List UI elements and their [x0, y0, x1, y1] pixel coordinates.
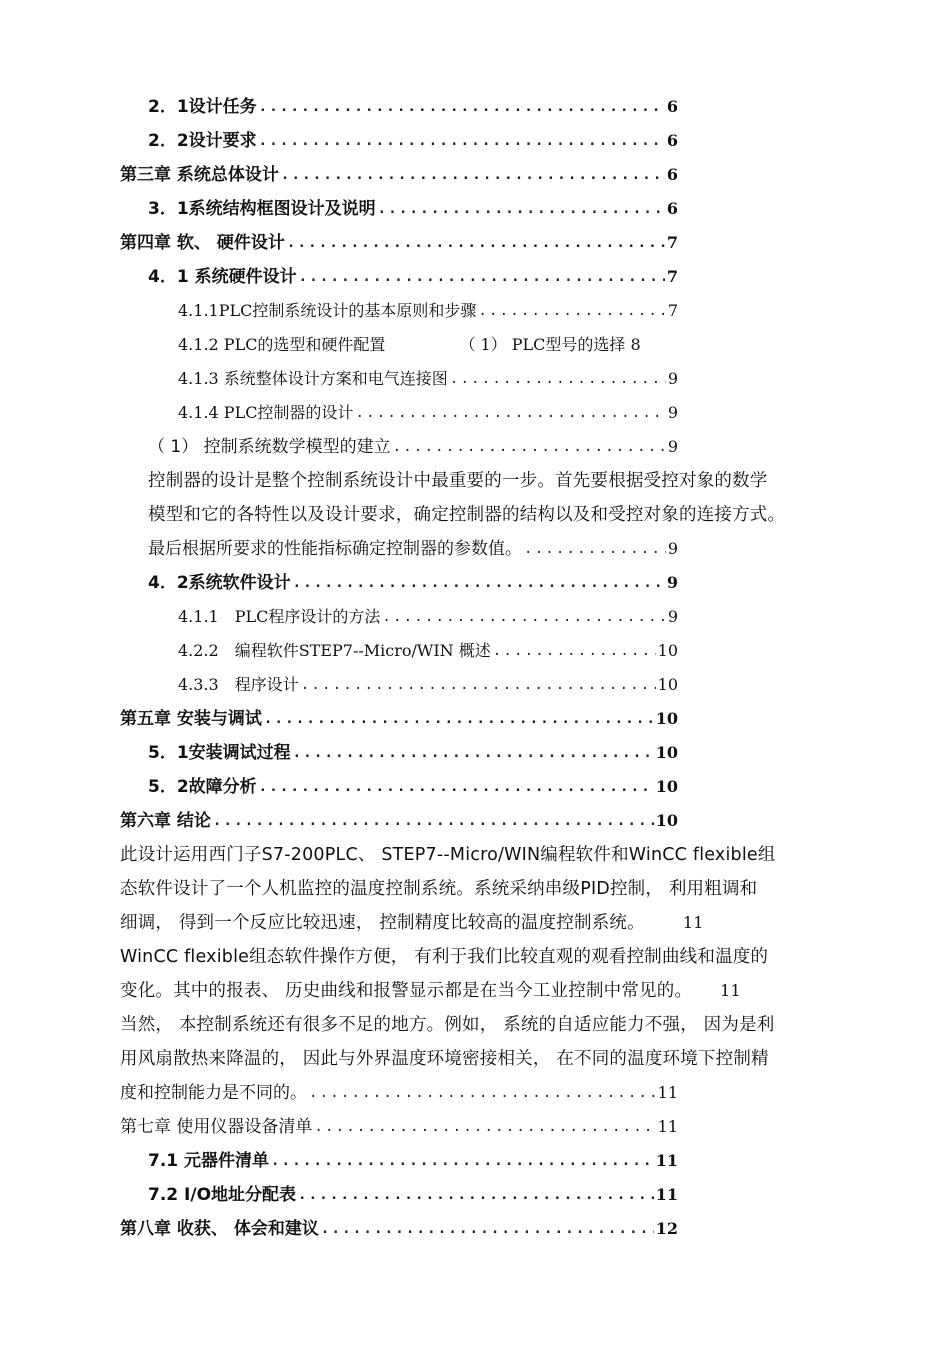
- dot-leader: [378, 192, 665, 226]
- page-number: 11: [720, 981, 741, 1000]
- page-number: 9: [667, 369, 678, 388]
- dot-leader: [259, 90, 665, 124]
- page-number: 9: [667, 539, 678, 558]
- toc-subentry[interactable]: 4.1.4 PLC控制器的设计 ..... 9: [178, 396, 678, 430]
- dot-leader: [393, 430, 666, 464]
- toc-chapter-entry[interactable]: 第四章 软、 硬件设计 ..... 7: [120, 226, 678, 260]
- toc-entry[interactable]: 细调， 得到一个反应比较迅速， 控制精度比较高的温度控制系统。 11: [120, 906, 840, 940]
- toc-chapter-entry[interactable]: 第五章 安装与调试 ..... 10: [120, 702, 678, 736]
- inline-entry: （ 1） PLC型号的选择 8: [459, 335, 641, 354]
- toc-entry[interactable]: 7.1 元器件清单 ..... 11: [148, 1144, 678, 1178]
- toc-subentry[interactable]: 4.3.3 程序设计 ..... 10: [178, 668, 678, 702]
- page-number: 9: [667, 437, 678, 456]
- toc-chapter-entry[interactable]: 第六章 结论 ..... 10: [120, 804, 678, 838]
- page-number: 9: [667, 403, 678, 422]
- paragraph-line: WinCC flexible组态软件操作方便， 有利于我们比较直观的观看控制曲线和温度的: [120, 947, 769, 967]
- dot-leader: [314, 1110, 655, 1144]
- paragraph-line: 模型和它的各特性以及设计要求，确定控制器的结构以及和受控对象的连接方式。: [148, 505, 786, 525]
- dot-leader: [450, 362, 666, 396]
- paragraph-line: 用风扇散热来降温的， 因此与外界温度环境密接相关， 在不同的温度环境下控制精: [120, 1049, 769, 1069]
- dot-leader: [281, 158, 665, 192]
- dot-leader: [264, 702, 654, 736]
- toc-subentry[interactable]: 4.1.2 PLC的选型和硬件配置 （ 1） PLC型号的选择 8: [178, 335, 641, 354]
- page-number: 12: [655, 1219, 678, 1238]
- toc-entry[interactable]: 2．1设计任务 ..... 6: [148, 90, 678, 124]
- toc-subentry[interactable]: 4.1.1PLC控制系统设计的基本原则和步骤 ..... 7: [178, 294, 678, 328]
- toc-entry[interactable]: （ 1） 控制系统数学模型的建立 ..... 9: [148, 430, 678, 464]
- toc-entry[interactable]: 5．1安装调试过程 ..... 10: [148, 736, 678, 770]
- dot-leader: [299, 260, 665, 294]
- toc-subentry[interactable]: 4.1.3 系统整体设计方案和电气连接图 ..... 9: [178, 362, 678, 396]
- dot-leader: [321, 1212, 654, 1246]
- toc-chapter-entry[interactable]: 第三章 系统总体设计 ..... 6: [120, 158, 678, 192]
- paragraph-line: 态软件设计了一个人机监控的温度控制系统。系统采纳串级PID控制， 利用粗调和: [120, 879, 758, 899]
- page-number: 11: [655, 1185, 678, 1204]
- paragraph-line: 控制器的设计是整个控制系统设计中最重要的一步。首先要根据受控对象的数学: [148, 471, 768, 491]
- page-number: 7: [667, 301, 678, 320]
- page-number: 6: [666, 97, 678, 116]
- page-number: 9: [667, 607, 678, 626]
- page-number: 6: [666, 131, 678, 150]
- toc-entry[interactable]: 2．2设计要求 ..... 6: [148, 124, 678, 158]
- dot-leader: [213, 804, 654, 838]
- paragraph-line: 当然， 本控制系统还有很多不足的地方。例如， 系统的自适应能力不强， 因为是利: [120, 1015, 775, 1035]
- dot-leader: [301, 668, 656, 702]
- dot-leader: [524, 532, 666, 566]
- page-number: 10: [655, 811, 678, 830]
- dot-leader: [493, 634, 656, 668]
- page-number: 10: [655, 709, 678, 728]
- dot-leader: [355, 396, 665, 430]
- toc-entry[interactable]: 7.2 I/O地址分配表 ..... 11: [148, 1178, 678, 1212]
- toc-entry[interactable]: 最后根据所要求的性能指标确定控制器的参数值。 ..... 9: [148, 532, 678, 566]
- toc-entry[interactable]: 4．2系统软件设计 ..... 9: [148, 566, 678, 600]
- paragraph-line: 此设计运用西门子S7-200PLC、 STEP7--Micro/WIN编程软件和WinCC flexible组: [120, 845, 776, 865]
- dot-leader: [271, 1144, 654, 1178]
- page-number: 6: [666, 199, 678, 218]
- page-number: 9: [666, 573, 678, 592]
- dot-leader: [298, 1178, 654, 1212]
- page-number: 7: [666, 267, 678, 286]
- toc-entry[interactable]: 3．1系统结构框图设计及说明 ..... 6: [148, 192, 678, 226]
- page-number: 7: [666, 233, 678, 252]
- toc-entry[interactable]: 4．1 系统硬件设计 ..... 7: [148, 260, 678, 294]
- page-number: 11: [655, 1151, 678, 1170]
- toc-subentry[interactable]: 4.1.1 PLC程序设计的方法 ..... 9: [178, 600, 678, 634]
- dot-leader: [293, 566, 665, 600]
- dot-leader: [259, 124, 665, 158]
- toc-entry[interactable]: 度和控制能力是不同的。 ..... 11: [120, 1076, 678, 1110]
- page-number: 10: [657, 641, 678, 660]
- page-number: 11: [657, 1117, 678, 1136]
- dot-leader: [382, 600, 665, 634]
- page-number: 10: [655, 743, 678, 762]
- toc-chapter-entry[interactable]: 第八章 收获、 体会和建议 ..... 12: [120, 1212, 678, 1246]
- page-number: 11: [682, 913, 704, 932]
- dot-leader: [309, 1076, 656, 1110]
- page-number: 10: [657, 675, 678, 694]
- dot-leader: [287, 226, 665, 260]
- page-number: 10: [655, 777, 678, 796]
- toc-chapter-entry[interactable]: 第七章 使用仪器设备清单 ..... 11: [120, 1110, 678, 1144]
- toc-subentry[interactable]: 4.2.2 编程软件STEP7--Micro/WIN 概述 ..... 10: [178, 634, 678, 668]
- page-number: 6: [666, 165, 678, 184]
- toc-entry[interactable]: 变化。其中的报表、 历史曲线和报警显示都是在当今工业控制中常见的。 11: [120, 974, 840, 1008]
- dot-leader: [293, 736, 654, 770]
- toc-entry[interactable]: 5．2故障分析 ..... 10: [148, 770, 678, 804]
- page-number: 11: [657, 1083, 678, 1102]
- dot-leader: [259, 770, 654, 804]
- dot-leader: [478, 294, 665, 328]
